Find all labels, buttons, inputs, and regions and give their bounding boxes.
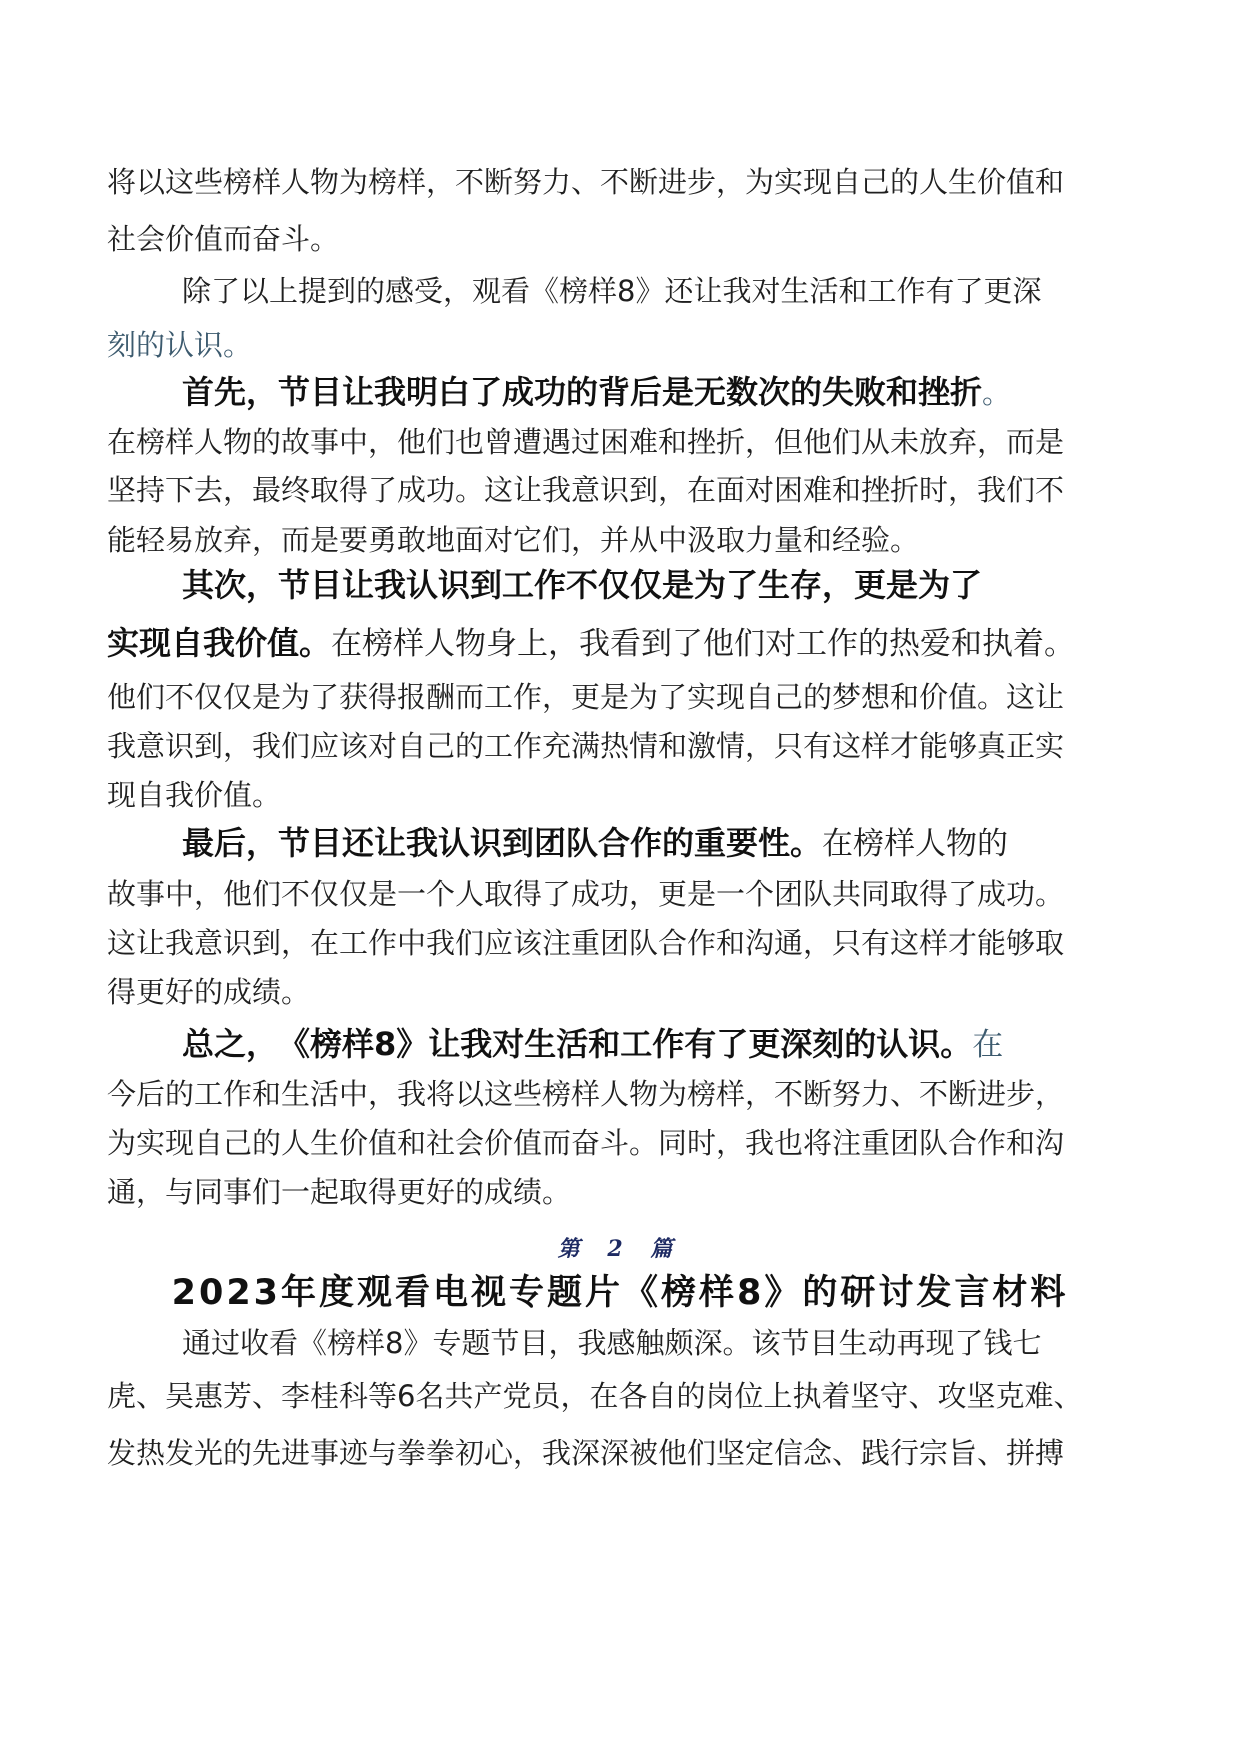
paragraph-line: 将以这些榜样人物为榜样，不断努力、不断进步，为实现自己的人生价值和 (107, 165, 1065, 199)
bold-lead-sentence: 最后，节目还让我认识到团队合作的重要性。 (182, 824, 823, 862)
bold-lead-sentence: 其次，节目让我认识到工作不仅仅是为了生存，更是为了 (182, 566, 983, 604)
paragraph-line: 虎、吴惠芳、李桂科等6名共产党员，在各自的岗位上执着坚守、攻坚克难、 (107, 1379, 1083, 1413)
paragraph-heading-line (107, 623, 1075, 664)
paragraph-line: 发热发光的先进事迹与拳拳初心，我深深被他们坚定信念、践行宗旨、拼搏 (107, 1436, 1065, 1470)
paragraph-line: 除了以上提到的感受，观看《榜样8》还让我对生活和工作有了更深 (182, 274, 1042, 308)
line-tail: 在 (972, 1027, 1004, 1063)
paragraph-line: 现自我价值。 (107, 778, 282, 812)
paragraph-line: 得更好的成绩。 (107, 975, 311, 1009)
paragraph-line: 这让我意识到，在工作中我们应该注重团队合作和沟通，只有这样才能够取 (107, 926, 1065, 960)
bold-lead-sentence: 实现自我价值。 (107, 624, 332, 662)
section-title: 2023年度观看电视专题片《榜样8》的研讨发言材料 (171, 1273, 1069, 1313)
line-tail: 在榜样人物的 (822, 826, 1009, 862)
paragraph-line: 通过收看《榜样8》专题节目，我感触颇深。该节目生动再现了钱七 (182, 1326, 1042, 1360)
paragraph-line: 为实现自己的人生价值和社会价值而奋斗。同时，我也将注重团队合作和沟 (107, 1126, 1065, 1160)
paragraph-line: 社会价值而奋斗。 (107, 222, 340, 256)
paragraph-line: 刻的认识。 (107, 328, 253, 362)
paragraph-line: 今后的工作和生活中，我将以这些榜样人物为榜样，不断努力、不断进步， (107, 1077, 1065, 1111)
bold-lead-sentence: 总之， 《榜样8》让我对生活和工作有了更深刻的认识。 (182, 1025, 973, 1063)
paragraph-line: 他们不仅仅是为了获得报酬而工作，更是为了实现自己的梦想和价值。这让 (107, 680, 1065, 714)
paragraph-line: 通，与同事们一起取得更好的成绩。 (107, 1175, 572, 1209)
paragraph-heading-line (182, 372, 1011, 413)
paragraph-heading-line (182, 565, 982, 606)
paragraph-line: 故事中，他们不仅仅是一个人取得了成功，更是一个团队共同取得了成功。 (107, 877, 1065, 911)
paragraph-line: 坚持下去，最终取得了成功。这让我意识到，在面对困难和挫折时，我们不 (107, 473, 1065, 507)
paragraph-line: 在榜样人物的故事中，他们也曾遭遇过困难和挫折，但他们从未放弃，而是 (107, 425, 1065, 459)
paragraph-line: 能轻易放弃，而是要勇敢地面对它们，并从中汲取力量和经验。 (107, 523, 920, 557)
paragraph-heading-line (182, 823, 1008, 864)
paragraph-line: 我意识到，我们应该对自己的工作充满热情和激情，只有这样才能够真正实 (107, 729, 1065, 763)
line-tail: 。 (982, 376, 1012, 410)
bold-lead-sentence: 首先，节目让我明白了成功的背后是无数次的失败和挫折 (182, 373, 983, 411)
paragraph-heading-line (182, 1024, 1003, 1065)
section-number-label: 第 2 篇 (557, 1236, 683, 1262)
line-tail: 在榜样人物身上，我看到了他们对工作的热爱和执着。 (331, 626, 1076, 662)
